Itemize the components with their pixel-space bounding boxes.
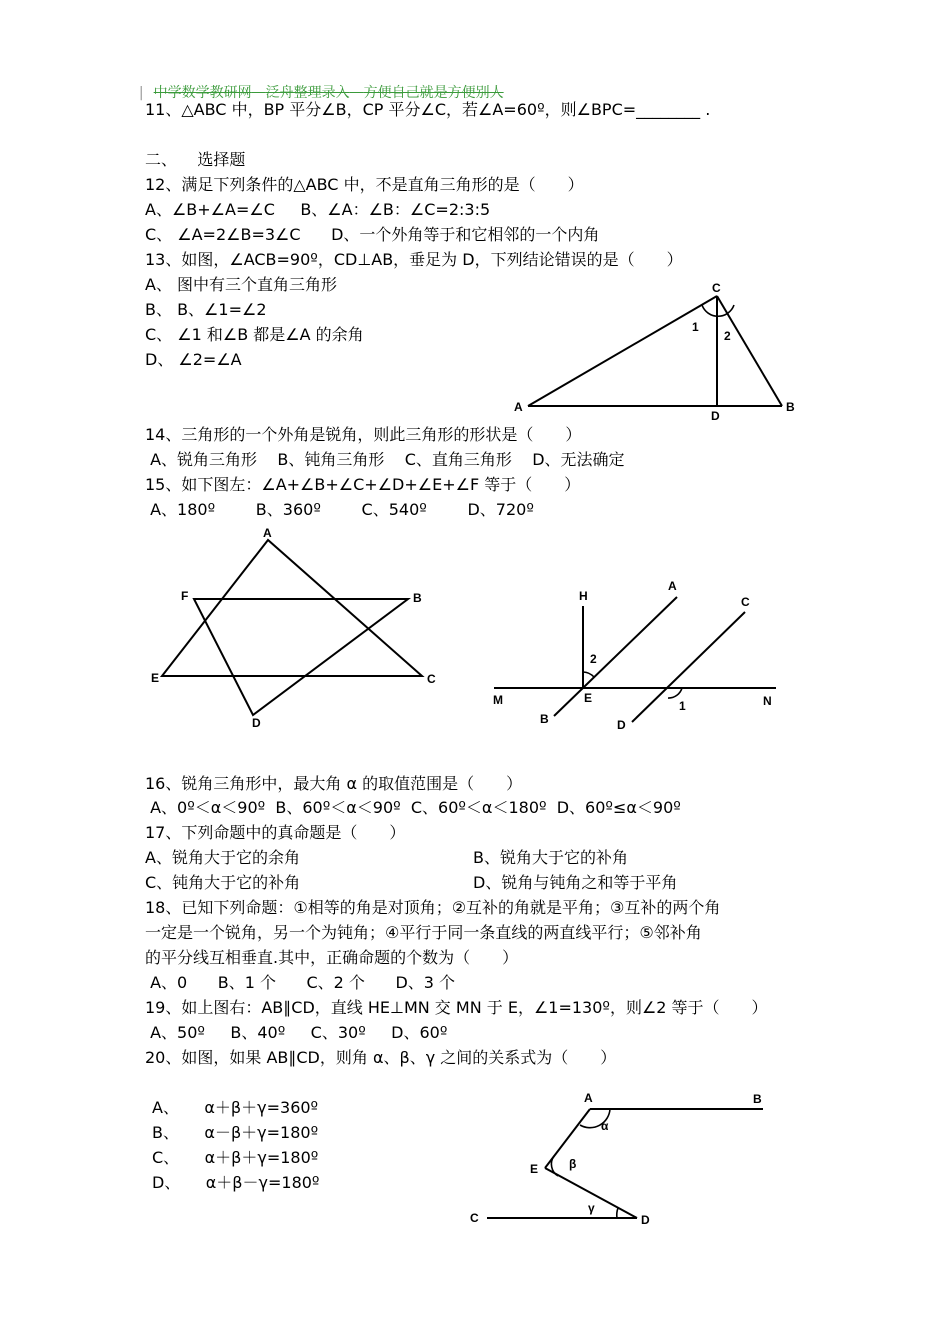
q18-line2: 一定是一个锐角，另一个为钝角；④平行于同一条直线的两直线平行；⑤邻补角 [145,923,702,942]
q18-line1: 18、已知下列命题：①相等的角是对顶角；②互补的角就是平角；③互补的两个角 [145,898,721,917]
label-d: D [711,409,720,423]
segment-ac [528,296,717,406]
label-d: D [617,718,626,732]
label-e: E [151,671,160,685]
q13-option-a: A、 图中有三个直角三角形 [145,275,338,294]
label-c: C [470,1211,479,1225]
q17-option-c: C、钝角大于它的补角 [145,873,301,892]
q12-options-row1: A、∠B+∠A=∠C B、∠A：∠B：∠C=2:3:5 [145,200,491,219]
q20-stem: 20、如图，如果 AB∥CD，则角 α、β、γ 之间的关系式为（ ） [145,1048,617,1067]
figure-q15-labels [151,526,436,730]
q14-stem: 14、三角形的一个外角是锐角，则此三角形的形状是（ ） [145,425,582,444]
label-c: C [741,595,750,609]
q14-options: A、锐角三角形 B、钝角三角形 C、直角三角形 D、无法确定 [145,450,625,469]
label-angle-2: 2 [724,329,731,343]
angle-arc-2 [583,672,594,677]
label-b: B [413,591,422,605]
label-c: C [427,672,436,686]
q17-stem: 17、下列命题中的真命题是（ ） [145,823,406,842]
label-m: M [493,693,503,707]
q20-option-b: B、 α－β＋γ=180º [152,1123,319,1142]
q17-option-b: B、锐角大于它的补角 [473,848,628,867]
q13-stem: 13、如图，∠ACB=90º，CD⊥AB，垂足为 D，下列结论错误的是（ ） [145,250,683,269]
q16-stem: 16、锐角三角形中，最大角 α 的取值范围是（ ） [145,774,523,793]
label-angle-1: 1 [679,699,686,713]
figure-q20-zigzag [487,1109,763,1218]
header-editor: 泛舟整理录入 [265,85,350,101]
label-d: D [252,716,261,730]
q13-option-d: D、 ∠2=∠A [145,350,242,369]
label-b: B [540,712,549,726]
header-motto: 方便自己就是方便别人 [363,85,504,101]
label-d: D [641,1213,650,1227]
label-alpha: α [601,1119,609,1133]
q17-option-a: A、锐角大于它的余角 [145,848,300,867]
q18-options: A、0 B、1 个 C、2 个 D、3 个 [145,973,456,992]
q12-options-row2: C、 ∠A=2∠B=3∠C D、一个外角等于和它相邻的一个内角 [145,225,600,244]
section-title: 二、 选择题 [145,150,246,169]
figure-q15-star [162,540,422,715]
label-n: N [763,694,772,708]
label-a: A [514,400,523,414]
label-b: B [786,400,795,414]
q17-option-d: D、锐角与钝角之和等于平角 [473,873,678,892]
angle-arc-gamma [617,1208,618,1218]
label-a: A [668,579,677,593]
label-b: B [753,1092,762,1106]
q13-option-c: C、 ∠1 和∠B 都是∠A 的余角 [145,325,364,344]
line-cd [632,612,745,722]
label-c: C [712,281,721,295]
q20-option-d: D、 α＋β－γ=180º [152,1173,320,1192]
header-site: 中学数学教研网 [153,85,252,101]
label-a: A [584,1091,593,1105]
figure-q13-triangle [528,296,782,406]
q11-text: 11、△ABC 中，BP 平分∠B，CP 平分∠C，若∠A=60º，则∠BPC=________ . [145,100,711,119]
label-f: F [181,589,189,603]
q15-stem: 15、如下图左：∠A+∠B+∠C+∠D+∠E+∠F 等于（ ） [145,475,581,494]
header-divider: | [138,85,144,101]
q19-options: A、50º B、40º C、30º D、60º [145,1023,448,1042]
line-ab [554,597,677,716]
q19-stem: 19、如上图右：AB∥CD，直线 HE⊥MN 交 MN 于 E，∠1=130º，则∠2 等于（ ） [145,998,768,1017]
label-angle-2: 2 [590,652,597,666]
label-angle-1: 1 [692,320,699,334]
q15-options: A、180º B、360º C、540º D、720º [145,500,534,519]
q12-stem: 12、满足下列条件的△ABC 中，不是直角三角形的是（ ） [145,175,584,194]
label-beta: β [569,1157,577,1171]
angle-arc-1 [668,688,682,698]
label-h: H [579,589,588,603]
q16-options: A、0º＜α＜90º B、60º＜α＜90º C、60º＜α＜180º D、60º≤α＜90º [145,798,681,817]
label-gamma: γ [588,1201,595,1215]
triangle-ace [162,540,422,676]
segment-cb [717,296,782,406]
figure-q19-labels [493,579,772,732]
figure-q19-parallel [494,597,776,722]
label-e: E [530,1162,539,1176]
figure-q13-labels [514,281,795,423]
label-a: A [263,526,272,540]
q13-option-b: B、 B、∠1=∠2 [145,300,267,319]
q20-option-c: C、 α＋β＋γ=180º [152,1148,319,1167]
q18-line3: 的平分线互相垂直.其中，正确命题的个数为（ ） [145,948,519,967]
q20-option-a: A、 α＋β＋γ=360º [152,1098,319,1117]
label-e: E [584,691,593,705]
triangle-fbd [194,599,408,715]
